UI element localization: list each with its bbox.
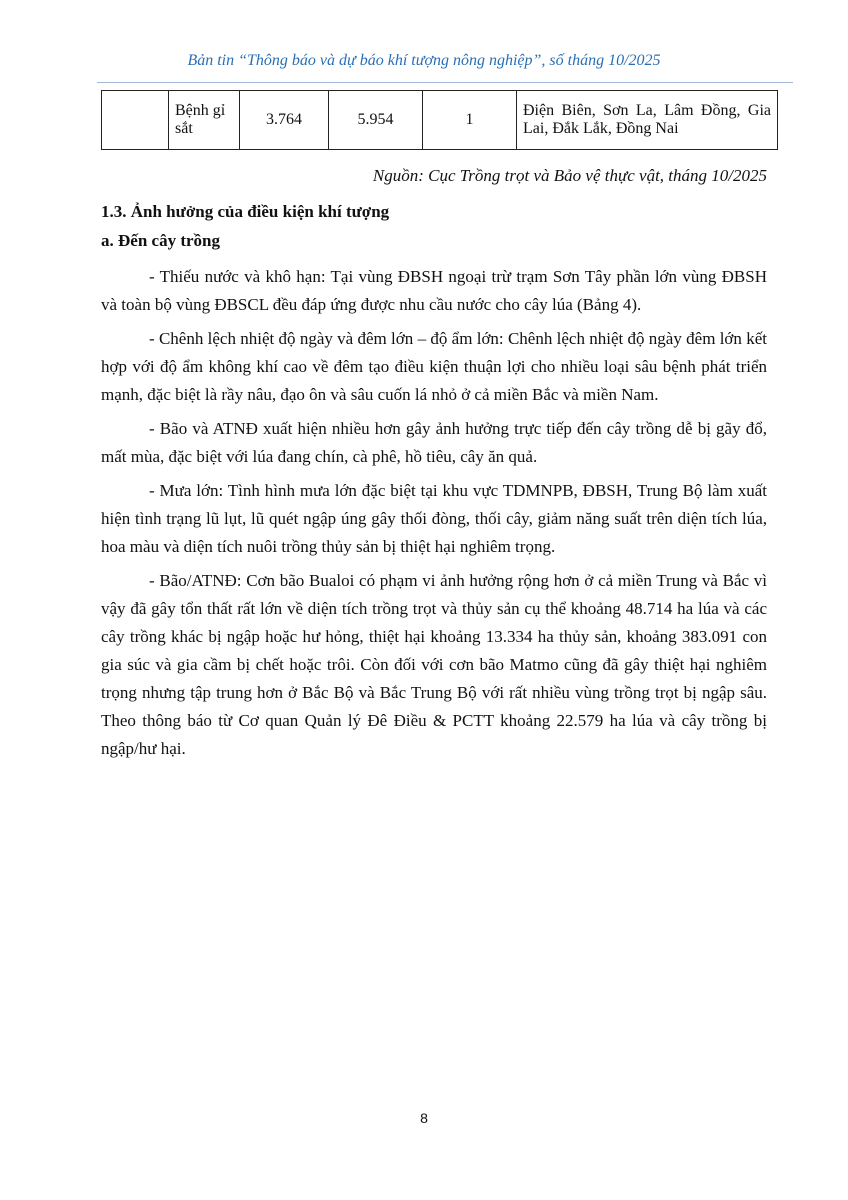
paragraph-typhoon-damage: - Bão/ATNĐ: Cơn bão Bualoi có phạm vi ảnh hưởng rộng hơn ở cả miền Trung và Bắc vì vậy đã gây tổn thất rất lớn về diện tích trồng trọt và thủy sản cụ thể khoảng 48.714 ha lúa và các cây trồng khác bị ngập hoặc hư hỏng, thiệt hại khoảng 13.334 ha thủy sản, khoảng 383.091 con gia súc và gia cầm bị chết hoặc trôi. Còn đối với cơn bão Matmo cũng đã gây thiệt hại nghiêm trọng nhưng tập trung hơn ở Bắc Bộ và Bắc Trung Bộ với rất nhiều vùng trồng trọt bị ngập sâu. Theo thông báo từ Cơ quan Quản lý Đê Điều & PCTT khoảng 22.579 ha lúa và cây trồng bị ngập/hư hại.: [101, 571, 767, 758]
table-cell-blank: [102, 91, 169, 150]
body-text: [101, 263, 767, 769]
subsection-heading: a. Đến cây trồng: [101, 231, 220, 250]
table-cell-disease: Bệnh gỉ sắt: [169, 91, 240, 150]
table-cell-areas: Điện Biên, Sơn La, Lâm Đồng, Gia Lai, Đắk Lắk, Đồng Nai: [517, 91, 778, 150]
paragraph-drought: - Thiếu nước và khô hạn: Tại vùng ĐBSH ngoại trừ trạm Sơn Tây phần lớn vùng ĐBSH và toàn bộ vùng ĐBSCL đều đáp ứng được nhu cầu nước cho cây lúa (Bảng 4).: [101, 267, 767, 314]
table-cell-value-3: 1: [423, 91, 517, 150]
paragraph-heavy-rain: - Mưa lớn: Tình hình mưa lớn đặc biệt tại khu vực TDMNPB, ĐBSH, Trung Bộ làm xuất hiện tình trạng lũ lụt, lũ quét ngập úng gây thối đòng, thối cây, giảm năng suất trên diện tích lúa, hoa màu và diện tích nuôi trồng thủy sản bị thiệt hại nghiêm trọng.: [101, 481, 767, 556]
bulletin-header: Bản tin “Thông báo và dự báo khí tượng nông nghiệp”, số tháng 10/2025: [187, 52, 661, 69]
table-cell-value-1: 3.764: [240, 91, 329, 150]
header-divider: [97, 82, 793, 83]
table-cell-value-2: 5.954: [329, 91, 423, 150]
table-source: Nguồn: Cục Trồng trọt và Bảo vệ thực vật, tháng 10/2025: [372, 166, 767, 185]
table-row: [102, 91, 778, 150]
page-number: 8: [420, 1110, 428, 1126]
pest-table: [101, 90, 778, 150]
section-heading: 1.3. Ảnh hưởng của điều kiện khí tượng: [101, 202, 390, 221]
paragraph-temperature: - Chênh lệch nhiệt độ ngày và đêm lớn – độ ẩm lớn: Chênh lệch nhiệt độ ngày đêm lớn kết hợp với độ ẩm không khí cao về đêm tạo điều kiện thuận lợi cho nhiều loại sâu bệnh phát triển mạnh, đặc biệt là rầy nâu, đạo ôn và sâu cuốn lá nhỏ ở cả miền Bắc và miền Nam.: [101, 329, 767, 404]
paragraph-storms: - Bão và ATNĐ xuất hiện nhiều hơn gây ảnh hưởng trực tiếp đến cây trồng dễ bị gãy đổ, mất mùa, đặc biệt với lúa đang chín, cà phê, hồ tiêu, cây ăn quả.: [101, 419, 767, 466]
